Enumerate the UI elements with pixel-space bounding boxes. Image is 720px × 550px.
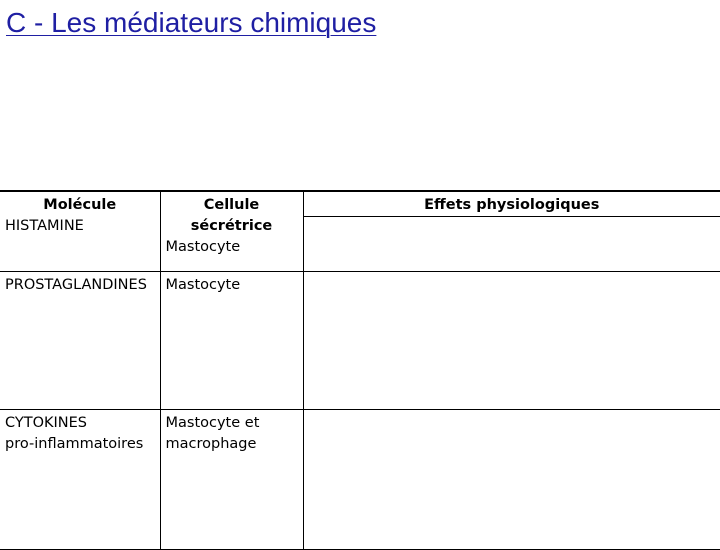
- column-header-effets: Effets physiologiques: [304, 192, 720, 217]
- table-row: [0, 271, 720, 409]
- table-cell-cellule: [160, 409, 303, 549]
- table-cell-molecule: [0, 409, 160, 549]
- cellule-name-line2: macrophage: [166, 434, 298, 455]
- molecule-name: HISTAMINE: [5, 216, 155, 237]
- column-header-cellule: Cellule sécrétrice: [166, 195, 298, 237]
- page-title: C - Les médiateurs chimiques: [6, 5, 376, 41]
- cellule-name: Mastocyte: [166, 237, 298, 258]
- effets-cell: [303, 409, 720, 549]
- table-cell-effets: [303, 191, 720, 271]
- table-cell-cellule: [160, 191, 303, 271]
- table-cell-molecule: [0, 191, 160, 271]
- cellule-name-line1: Mastocyte et: [166, 413, 298, 434]
- effets-cell: [303, 271, 720, 409]
- molecule-name-line2: pro-inflammatoires: [5, 434, 155, 455]
- effets-cell: [304, 217, 720, 270]
- table-row: [0, 191, 720, 271]
- molecule-name-line1: CYTOKINES: [5, 413, 155, 434]
- column-header-molecule: Molécule: [5, 195, 155, 216]
- mediators-table: [0, 190, 720, 550]
- molecule-name: PROSTAGLANDINES: [0, 271, 160, 409]
- table-row: [0, 409, 720, 549]
- cellule-name: Mastocyte: [160, 271, 303, 409]
